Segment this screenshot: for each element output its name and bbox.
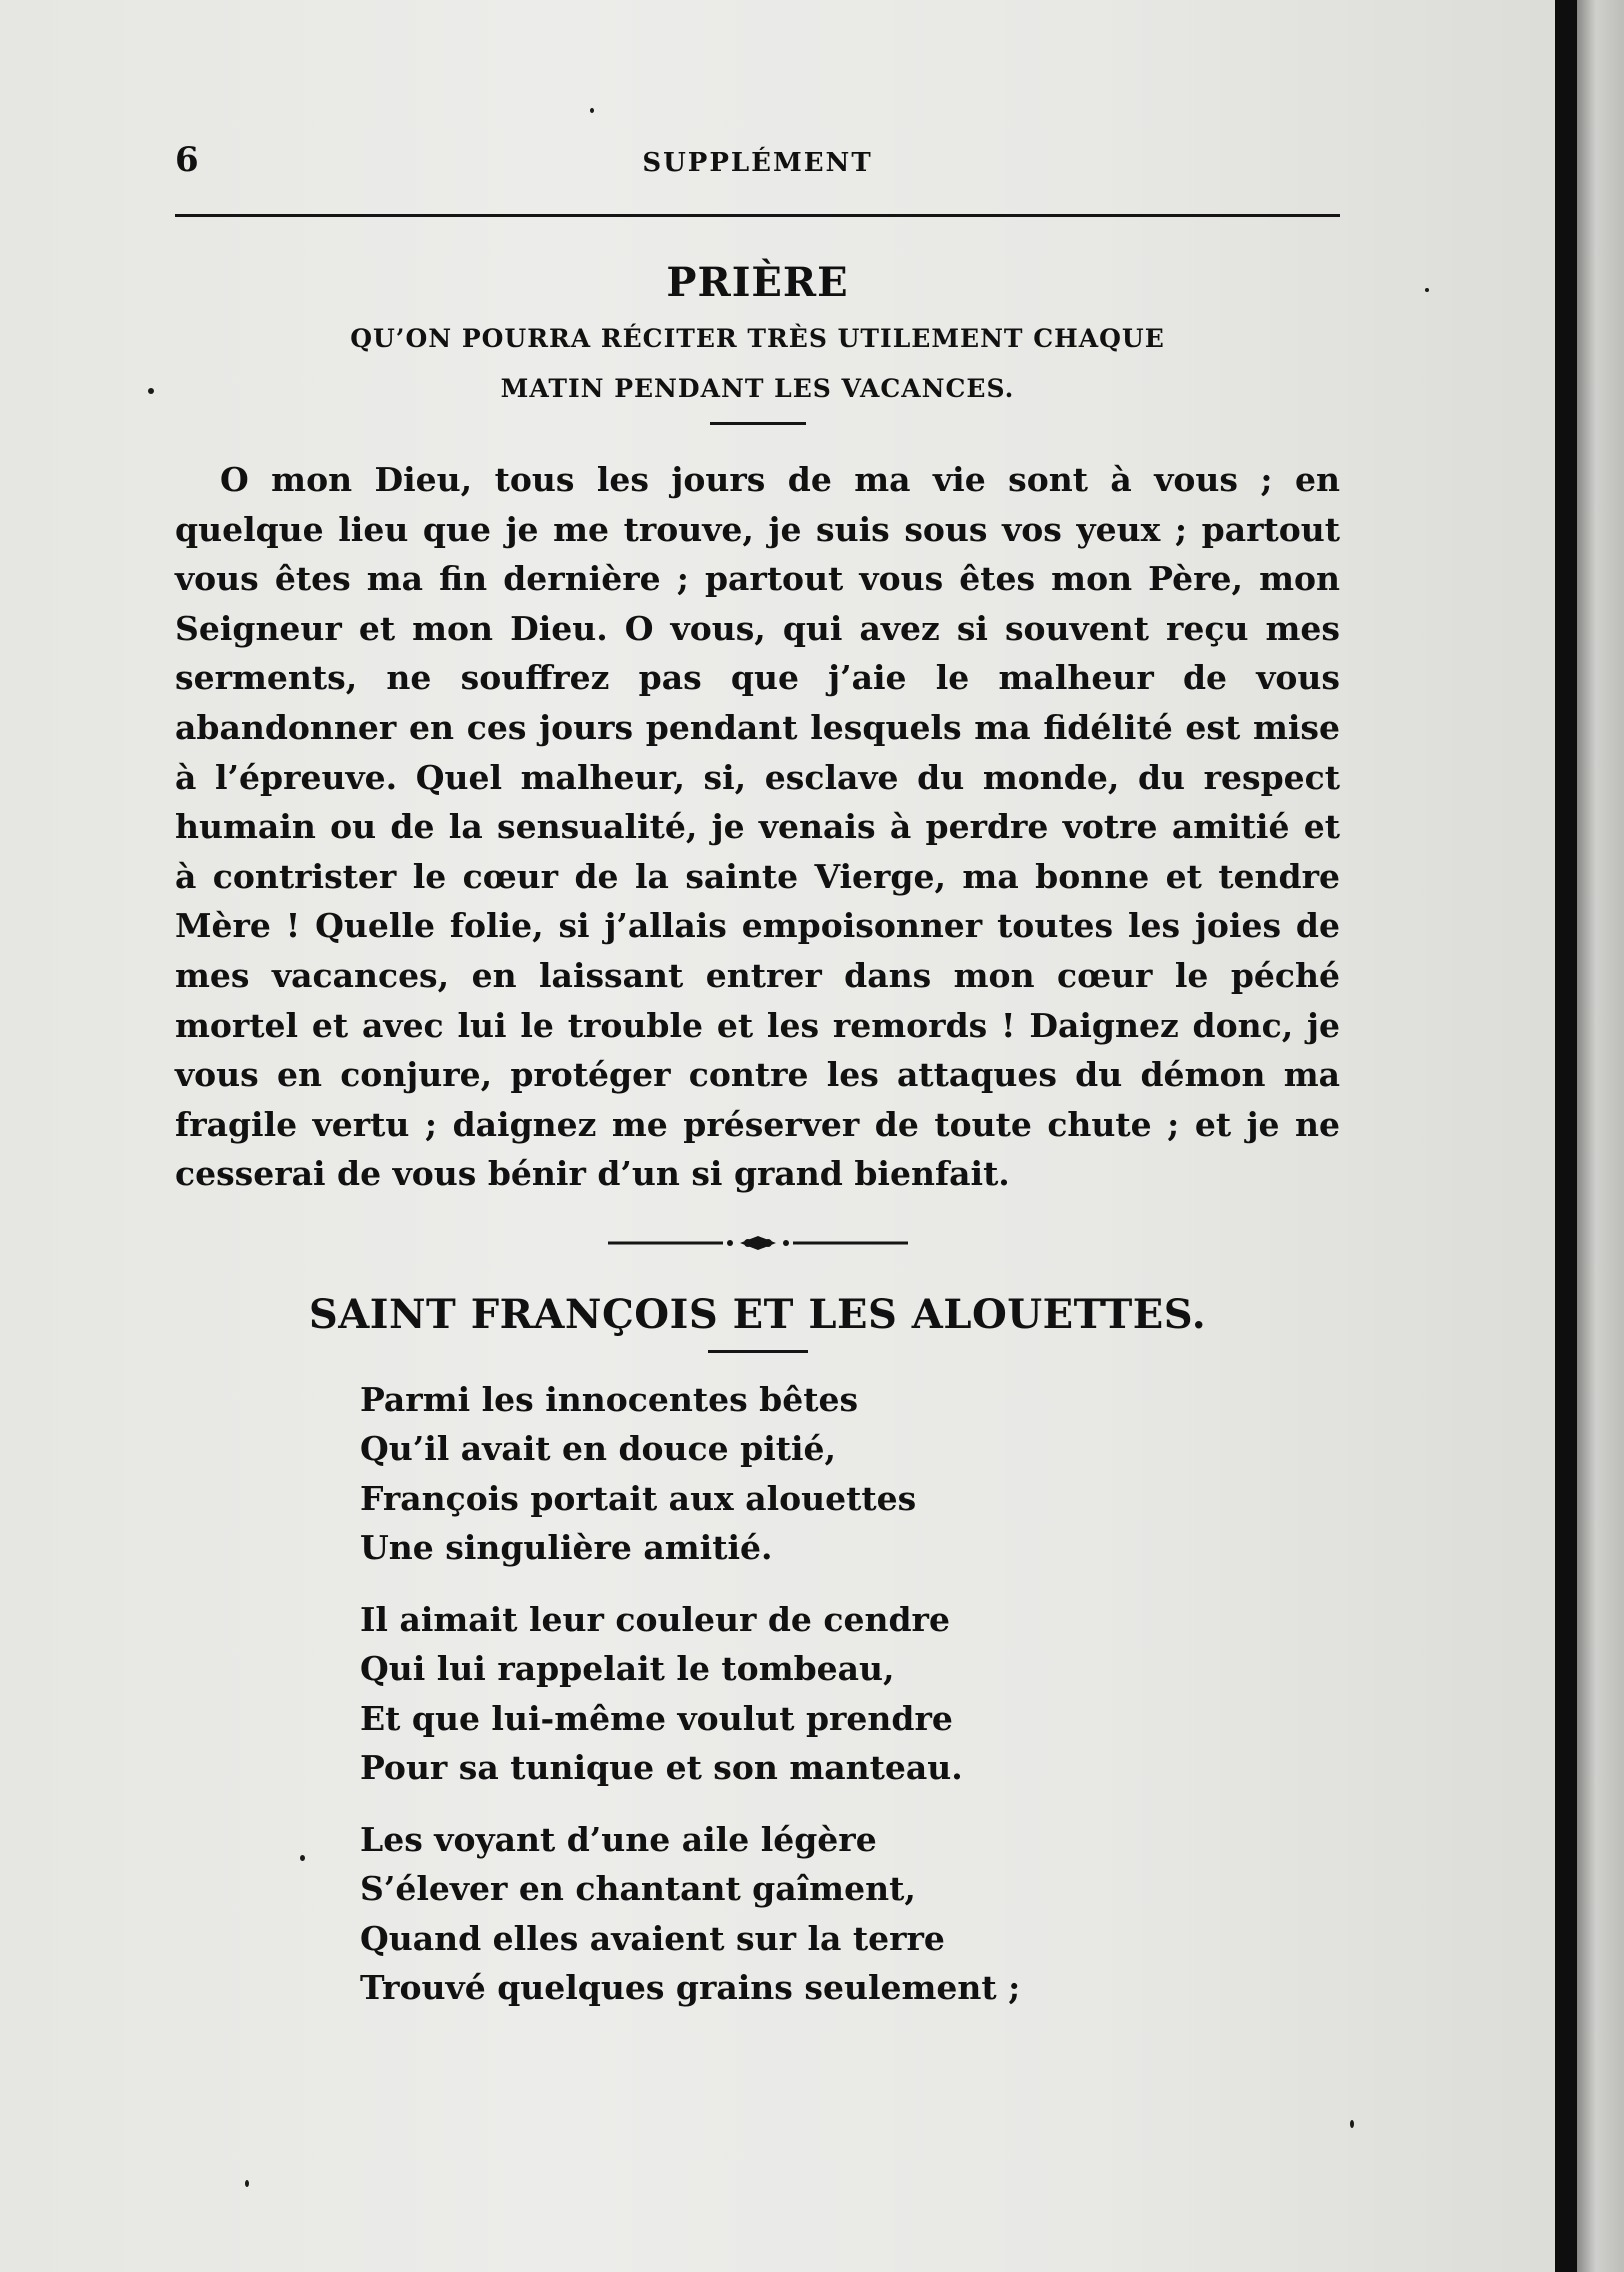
print-speck xyxy=(245,2180,249,2187)
ornament-divider-icon xyxy=(608,1223,908,1263)
header-rule xyxy=(175,214,1340,217)
poem-verse: Les voyant d’une aile légère xyxy=(360,1819,877,1859)
print-speck xyxy=(1350,2120,1354,2128)
running-header xyxy=(175,130,1340,190)
poem-verse: Quand elles avaient sur la terre xyxy=(360,1918,945,1958)
page-number: 6 xyxy=(175,140,199,180)
print-speck xyxy=(148,388,154,394)
running-title: SUPPLÉMENT xyxy=(642,148,873,178)
adjacent-page-strip xyxy=(1577,0,1624,2272)
poem-title-rule xyxy=(708,1350,808,1353)
poem-verse: Pour sa tunique et son manteau. xyxy=(360,1748,963,1788)
section-ornament xyxy=(175,1223,1340,1273)
poem-verse: Trouvé quelques grains seulement ; xyxy=(360,1968,1021,2008)
print-speck xyxy=(590,108,594,113)
priere-subtitle-line: QU’ON POURRA RÉCITER TRÈS UTILEMENT CHAQUE xyxy=(350,324,1165,353)
priere-subtitle-line: MATIN PENDANT LES VACANCES. xyxy=(500,374,1015,403)
priere-subtitle xyxy=(175,314,1340,414)
print-speck xyxy=(1425,288,1429,292)
poem xyxy=(360,1375,1340,2013)
poem-title: SAINT FRANÇOIS ET LES ALOUETTES. xyxy=(308,1290,1207,1338)
poem-verse: Parmi les innocentes bêtes xyxy=(360,1379,859,1419)
poem-verse: Qu’il avait en douce pitié, xyxy=(360,1429,837,1469)
page-content xyxy=(175,130,1340,2035)
poem-stanza xyxy=(360,1815,1340,2013)
poem-verse: S’élever en chantant gaîment, xyxy=(360,1869,916,1909)
poem-verse: Et que lui-même voulut prendre xyxy=(360,1698,953,1738)
poem-verse: François portait aux alouettes xyxy=(360,1478,917,1518)
page-binding-edge xyxy=(1555,0,1577,2272)
poem-stanza xyxy=(360,1595,1340,1793)
poem-verse: Une singulière amitié. xyxy=(360,1528,773,1568)
poem-verse: Qui lui rappelait le tombeau, xyxy=(360,1649,895,1689)
poem-stanza xyxy=(360,1375,1340,1573)
title-rule xyxy=(710,422,806,425)
priere-title: PRIÈRE xyxy=(666,259,849,306)
priere-text: O mon Dieu, tous les jours de ma vie sont à vous ; en quelque lieu que je me trouve, je suis sous vos yeux ; partout vous êtes ma fin dernière ; partout vous êtes mon Père, mon Seigneur et mon Dieu. O vous, qui avez si souvent reçu mes serments, ne souffrez pas que j’aie le malheur de vous abandonner en ces jours pendant lesquels ma fidélité est mise à l’épreuve. Quel malheur, si, esclave du monde, du respect humain ou de la sensualité, je venais à perdre votre amitié et à contrister le cœur de la sainte Vierge, ma bonne et tendre Mère ! Quelle folie, si j’allais empoisonner toutes les joies de mes vacances, en laissant entrer dans mon cœur le péché mortel et avec lui le trouble et les remords ! Daignez donc, je vous en conjure, protéger contre les attaques du démon ma fragile vertu ; daignez me préserver de toute chute ; et je ne cesserai de vous bénir d’un si grand bienfait. xyxy=(175,460,1340,1194)
poem-verse: Il aimait leur couleur de cendre xyxy=(360,1599,950,1639)
